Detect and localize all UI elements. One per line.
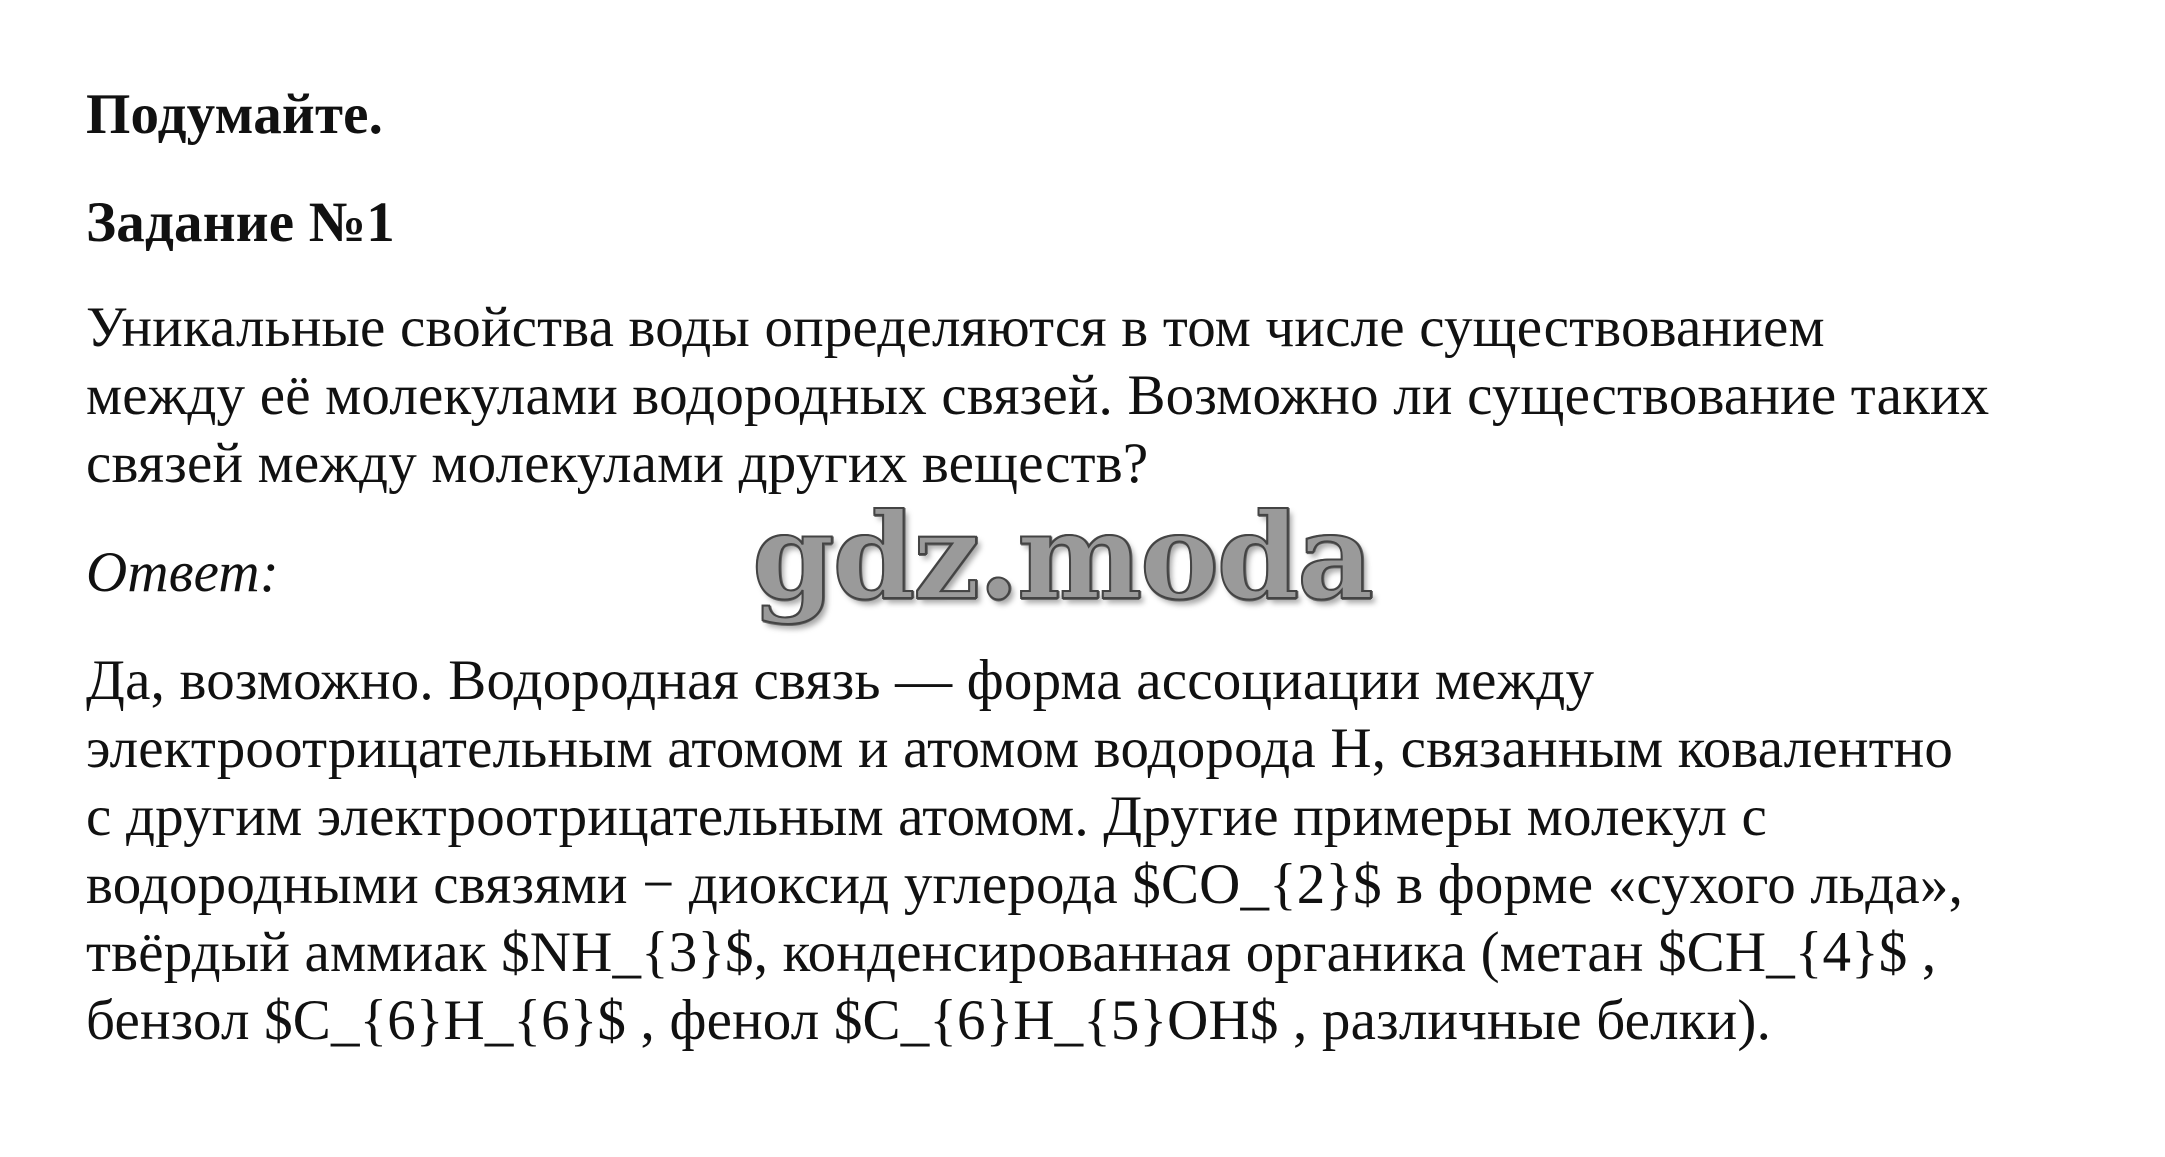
watermark-logo: gdz.moda <box>752 487 1372 626</box>
answer-line-5: твёрдый аммиак $NH_{3}$, конденсированная органика (метан $CH_{4}$ , <box>86 921 1937 984</box>
answer-label: Ответ: <box>86 541 279 604</box>
answer-line-2: электроотрицательным атомом и атомом водорода H, связанным ковалентно <box>86 717 1954 780</box>
answer-line-3: с другим электроотрицательным атомом. Другие примеры молекул с <box>86 785 1767 848</box>
answer-line-1: Да, возможно. Водородная связь — форма ассоциации между <box>86 649 1595 712</box>
answer-line-4: водородными связями − диоксид углерода $CO_{2}$ в форме «сухого льда», <box>86 853 1964 916</box>
think-heading: Подумайте. <box>86 83 384 146</box>
question-line-3: связей между молекулами других веществ? <box>86 432 1149 495</box>
task-heading: Задание №1 <box>86 191 395 254</box>
question-line-2: между её молекулами водородных связей. Возможно ли существование таких <box>86 364 1990 427</box>
answer-line-6: бензол $C_{6}H_{6}$ , фенол $C_{6}H_{5}OH$ , различные белки). <box>86 989 1772 1052</box>
question-line-1: Уникальные свойства воды определяются в том числе существованием <box>86 296 1825 359</box>
